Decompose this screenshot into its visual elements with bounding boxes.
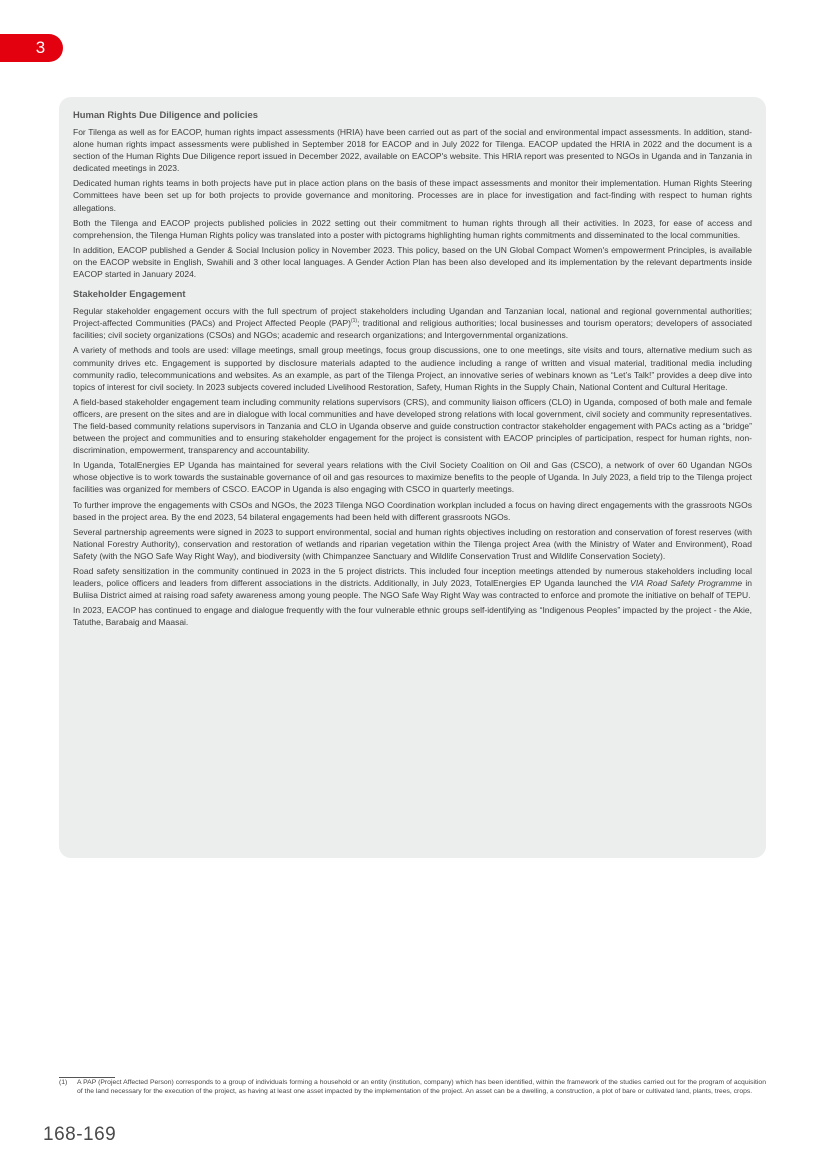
paragraph-text: Road safety sensitization in the community continued in 2023 in the 5 project districts. This included four inception meetings attended by numerous stakeholders including local leaders, police officers and leaders from different associations in the districts. Additionally, in July 2023, TotalEnergies EP Uganda launched the	[73, 566, 752, 589]
paragraph: In 2023, EACOP has continued to engage and dialogue frequently with the four vulnerable ethnic groups self-identifying as “Indigenous Peoples” impacted by the project - the Akie, Tatuthe, Barabaig and Maasai.	[73, 605, 752, 628]
paragraph: Both the Tilenga and EACOP projects published policies in 2022 setting out their commitment to human rights through all their activities. In 2023, for ease of access and comprehension, the Tilenga Human Rights policy was translated into a poster with pictograms highlighting human rights commitments and disseminated to the local communities.	[73, 217, 752, 240]
paragraph: Several partnership agreements were signed in 2023 to support environmental, social and human rights objectives including on restoration and conservation of forest reserves (with National Forestry Authority), conservation and restoration of wetlands and riparian vegetation within the Tilenga project Area (with the Ministry of Water and Environment), Road Safety (with the NGO Safe Way Right Way), and biodiversity (with Chimpanzee Sanctuary and Wildlife Conservation Trust and Wildlife Conservation Society).	[73, 526, 752, 561]
paragraph-text: in Buliisa District aimed at raising road safety awareness among young people. The NGO Safe Way Right Way was contracted to enforce and promote the initiative on behalf of TEPU.	[73, 578, 752, 601]
programme-name: VIA Road Safety Programme	[630, 578, 743, 589]
paragraph	[73, 565, 752, 601]
paragraph-text: ; traditional and religious authorities; local businesses and tourism operators; developers of associated facilities; civil society organizations (CSOs) and NGOs; academic and research organizations; and Intergovernmental organizations.	[73, 318, 753, 341]
footnote-number: (1)	[59, 1079, 68, 1086]
paragraph: To further improve the engagements with CSOs and NGOs, the 2023 Tilenga NGO Coordination workplan included a focus on having direct engagements with the grassroots NGOs based in the project area. By the end 2023, 54 bilateral engagements had been held with different grassroots NGOs.	[73, 499, 752, 522]
paragraph: Dedicated human rights teams in both projects have put in place action plans on the basis of these impact assessments and monitor their implementation. Human Rights Steering Committees have been set up for both projects to provide governance and monitoring. Processes are in place for investigation and fact-finding with respect to human rights allegations.	[73, 178, 752, 213]
chapter-number-tab: 3	[0, 34, 63, 62]
footnote-reference: (1)	[350, 318, 358, 325]
page-numbers: 168-169	[43, 1124, 117, 1145]
paragraph: A variety of methods and tools are used: village meetings, small group meetings, focus group discussions, one to one meetings, site visits and tours, alternative medium such as community drives etc. Engagement is supported by disclosure materials adapted to the audience including a range of written and visual material, traditional media including community radio, telecommunications and websites. As an example, as part of the Tilenga Project, an innovative series of webinars known as “Let’s Talk!” provides a deep dive into topics of interest for civil society. In 2023 subjects covered included Livelihood Restoration, Safety, Human Rights in the Supply Chain, National Content and Cultural Heritage.	[73, 345, 752, 392]
paragraph-text: Regular stakeholder engagement occurs with the full spectrum of project stakeholders including Ugandan and Tanzanian local, national and regional governmental authorities; Project-affected Communities (PACs) and Project Affected People (PAP)	[73, 306, 752, 329]
footnote-divider	[59, 1077, 115, 1078]
paragraph: For Tilenga as well as for EACOP, human rights impact assessments (HRIA) have been carried out as part of the social and environmental impact assessments. In addition, stand-alone human rights impact assessments were published in September 2018 for EACOP and in July 2022 for Tilenga. EACOP updated the HRIA in 2022 and the document is a section of the Human Rights Due Diligence report issued in December 2022, available on EACOP's website. This HRIA report was presented to NGOs in Uganda and in Tanzania in dedicated meetings in 2023.	[73, 127, 752, 174]
footnote-text: A PAP (Project Affected Person) corresponds to a group of individuals forming a household or an entity (institution, company) which has been identified, within the framework of the studies carried out for the program of acquisition of the land necessary for the execution of the project, as having at least one asset impacted by the implementation of the project. An asset can be a dwelling, a construction, a plot of bare or cultivated land, plants, trees, crops.	[77, 1079, 766, 1095]
section-title-stakeholder-engagement: Stakeholder Engagement	[73, 288, 186, 300]
paragraph: In addition, EACOP published a Gender & Social Inclusion policy in November 2023. This policy, based on the UN Global Compact Women's empowerment Principles, is available on the EACOP website in English, Swahili and 3 other local languages. A Gender Action Plan has been also developed and its implementation by the relevant departments inside EACOP started in January 2024.	[73, 244, 752, 280]
paragraph: In Uganda, TotalEnergies EP Uganda has maintained for several years relations with the Civil Society Coalition on Oil and Gas (CSCO), a network of over 60 Ugandan NGOs whose objective is to work towards the sustainable governance of oil and gas resources to maximize benefits to the people of Uganda. In July 2023, a field trip to the Tilenga project facilities was organized for members of CSCO. EACOP in Uganda is also engaging with CSCO in quarterly meetings.	[73, 460, 752, 495]
footnote	[59, 1079, 766, 1096]
paragraph	[73, 305, 752, 341]
paragraph: A field-based stakeholder engagement team including community relations supervisors (CRS), and community liaison officers (CLO) in Uganda, composed of both male and female officers, are present on the sites and are in dialogue with local communities and have developed strong relations with local government, civil society and community representatives. The field-based community relations supervisors in Tanzania and CLO in Uganda observe and guide construction contractor stakeholder engagement with PACs acting as a “bridge” between the project and communities and to ensuring stakeholder engagement for the project is consistent with EACOP principles of participation, respect for human rights, non-discrimination, empowerment, transparency and accountability.	[73, 396, 752, 456]
content-box	[59, 97, 766, 858]
section-title-human-rights: Human Rights Due Diligence and policies	[73, 109, 258, 120]
